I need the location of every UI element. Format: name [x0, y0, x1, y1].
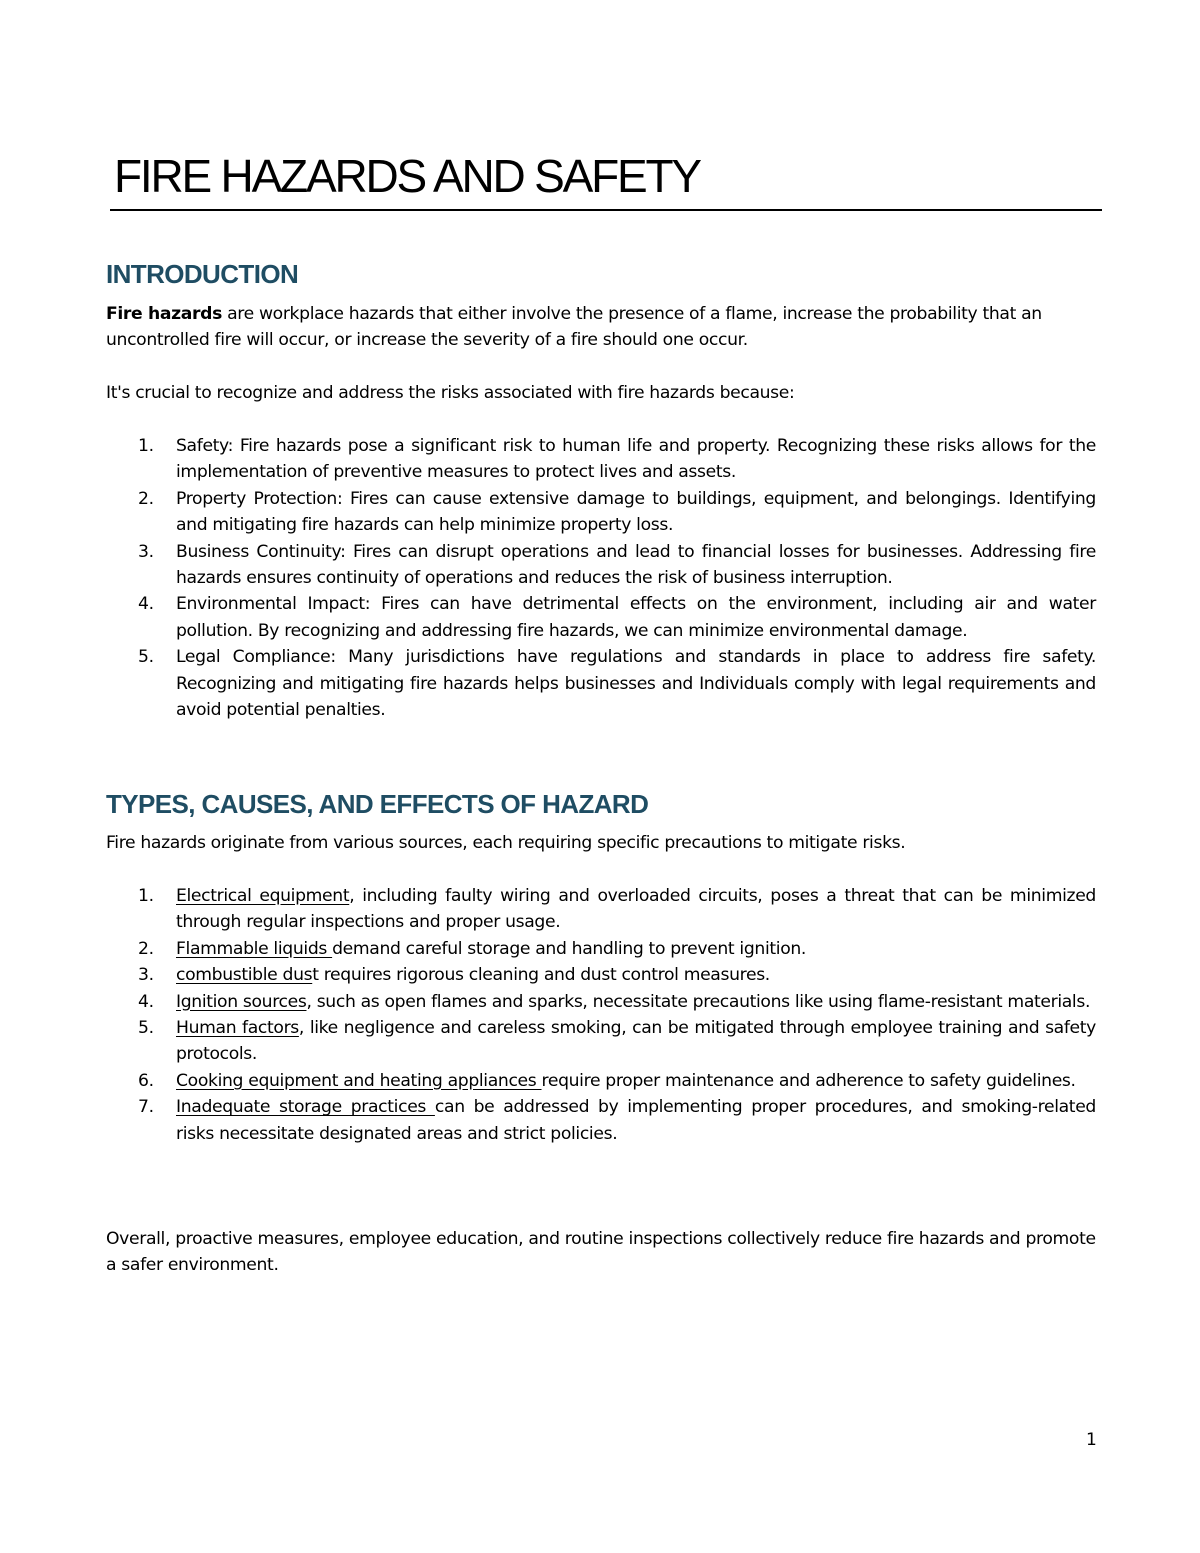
- hazard-types-list: [106, 883, 1096, 1147]
- list-item: 3. Business Continuity: Fires can disrupt operations and lead to financial losses for businesses. Addressing fire hazards ensures continuity of operations and reduces the risk of business interruption.: [138, 541, 1096, 589]
- title-underline-rule: [110, 209, 1102, 211]
- fire-hazards-term: Fire hazards: [106, 304, 222, 324]
- hazard-term: Cooking equipment and heating appliances: [176, 1070, 542, 1091]
- types-heading: TYPES, CAUSES, AND EFFECTS OF HAZARD: [106, 789, 649, 819]
- hazard-term: Inadequate storage practices: [176, 1097, 435, 1118]
- reasons-list: [106, 433, 1096, 723]
- introduction-heading: INTRODUCTION: [106, 259, 299, 289]
- list-item: 1. Electrical equipment, including faulty wiring and overloaded circuits, poses a threat that can be minimized through regular inspections and proper usage.: [138, 886, 1096, 933]
- introduction-paragraph-text: are workplace hazards that either involve the presence of a flame, increase the probability that an uncontrolled fire will occur, or increase the severity of a fire should one occur.: [106, 304, 1042, 351]
- hazard-term: Electrical equipment: [176, 886, 350, 906]
- list-item: 3. combustible dust requires rigorous cleaning and dust control measures.: [138, 965, 770, 986]
- hazard-term: Flammable liquids: [176, 938, 333, 959]
- types-intro-paragraph: Fire hazards originate from various sources, each requiring specific precautions to mitigate risks.: [106, 833, 906, 853]
- risks-lead-paragraph: It's crucial to recognize and address the risks associated with fire hazards because:: [106, 383, 795, 403]
- hazard-term: combustible dus: [176, 965, 313, 986]
- conclusion-paragraph: Overall, proactive measures, employee education, and routine inspections collectively reduce fire hazards and promote a safer environment.: [106, 1229, 1096, 1276]
- document-title: FIRE HAZARDS AND SAFETY: [114, 150, 700, 202]
- list-item: 4. Ignition sources, such as open flames and sparks, necessitate precautions like using flame-resistant materials.: [138, 991, 1091, 1012]
- list-item: 5. Human factors, like negligence and careless smoking, can be mitigated through employee training and safety protocols.: [138, 1018, 1096, 1065]
- introduction-paragraph: [106, 301, 1096, 354]
- hazard-term: Ignition sources: [176, 991, 307, 1012]
- list-item: 6. Cooking equipment and heating appliances require proper maintenance and adherence to safety guidelines.: [138, 1070, 1076, 1091]
- list-item: 2. Flammable liquids demand careful storage and handling to prevent ignition.: [138, 938, 807, 959]
- list-item: 2. Property Protection: Fires can cause extensive damage to buildings, equipment, and belongings. Identifying and mitigating fire hazards can help minimize property loss.: [138, 488, 1096, 536]
- page-number: 1: [1086, 1430, 1097, 1450]
- list-item: 1. Safety: Fire hazards pose a significant risk to human life and property. Recognizing these risks allows for the implementation of preventive measures to protect lives and assets.: [138, 436, 1096, 483]
- list-item: 7. Inadequate storage practices can be addressed by implementing proper procedures, and smoking-related risks necessitate designated areas and strict policies.: [138, 1097, 1096, 1144]
- list-item: 4. Environmental Impact: Fires can have detrimental effects on the environment, including air and water pollution. By recognizing and addressing fire hazards, we can minimize environmental damage.: [138, 594, 1096, 641]
- list-item: 5. Legal Compliance: Many jurisdictions have regulations and standards in place to address fire safety. Recognizing and mitigating fire hazards helps businesses and Individuals comply with legal requirements and avoid potential penalties.: [138, 647, 1096, 721]
- hazard-term: Human factors: [176, 1018, 299, 1039]
